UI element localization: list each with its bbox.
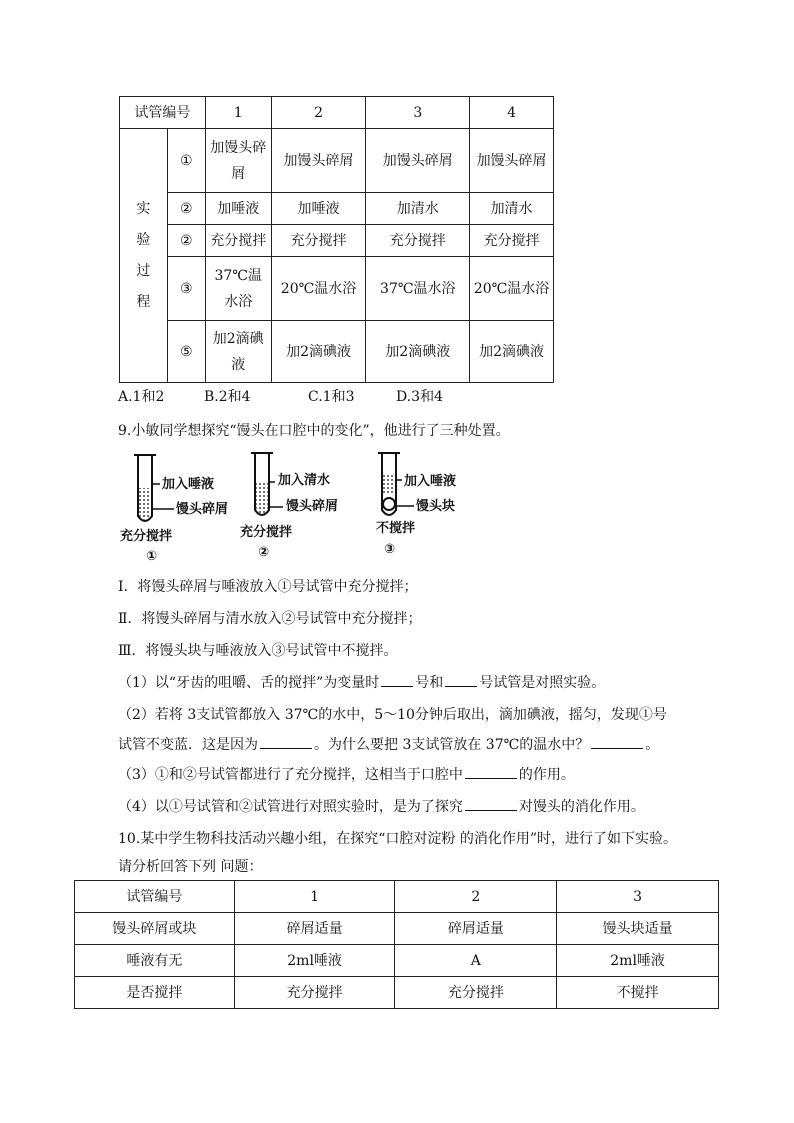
step-number: ③ <box>167 257 205 321</box>
table-cell: 加2滴碘液 <box>366 321 470 383</box>
step-number: ② <box>167 193 205 225</box>
table-row <box>120 193 554 225</box>
header-cell: 1 <box>234 881 395 913</box>
answer-blank[interactable] <box>591 734 643 749</box>
header-cell: 2 <box>395 881 557 913</box>
test-tube-1 <box>120 455 228 564</box>
step-i: Ⅰ．将馒头碎屑与唾液放入①号试管中充分搅拌； <box>118 579 418 595</box>
tube-3-number: ③ <box>384 542 396 557</box>
table-row <box>120 225 554 257</box>
header-cell: 4 <box>470 97 554 129</box>
header-cell: 2 <box>271 97 366 129</box>
table-cell: 充分搅拌 <box>470 225 554 257</box>
sub-question-4 <box>118 796 645 816</box>
question-9-title: 9.小敏同学想探究“馒头在口腔中的变化”，他进行了三种处置。 <box>118 423 510 439</box>
experiment-table-2 <box>74 880 719 1009</box>
table-cell: 加2滴碘液 <box>470 321 554 383</box>
table-cell: 充分搅拌 <box>234 977 395 1009</box>
sub-question-1-text: 号和 <box>415 675 444 691</box>
sub-question-4-text: 对馒头的消化作用。 <box>518 799 645 815</box>
answer-blank[interactable] <box>260 734 312 749</box>
header-cell: 3 <box>557 881 719 913</box>
sub-question-1-text: （1）以“牙齿的咀嚼、舌的搅拌”为变量时 <box>118 675 380 691</box>
table-cell: 加馒头碎屑 <box>205 129 271 193</box>
header-cell: 3 <box>366 97 470 129</box>
section-label-char: 程 <box>136 293 151 310</box>
table-cell: 20℃温水浴 <box>271 257 366 321</box>
table-cell: 37℃温水浴 <box>366 257 470 321</box>
step-iii: Ⅲ．将馒头块与唾液放入③号试管中不搅拌。 <box>118 643 398 659</box>
tube-2-top-label: 加入清水 <box>278 473 331 488</box>
table-cell: 馒头碎屑或块 <box>75 913 235 945</box>
header-cell: 试管编号 <box>120 97 206 129</box>
tube-1-number: ① <box>146 549 158 564</box>
experiment-table-1 <box>119 96 554 383</box>
step-number: ② <box>167 225 205 257</box>
sub-question-2-line-2 <box>118 734 659 754</box>
table-cell: 加2滴碘液 <box>271 321 366 383</box>
section-label-char: 过 <box>136 262 151 279</box>
table-cell: 碎屑适量 <box>395 913 557 945</box>
sub-question-1-text: 号试管是对照实验。 <box>479 675 606 691</box>
sub-question-3-text: 的作用。 <box>518 767 575 783</box>
table-cell: 唾液有无 <box>75 945 235 977</box>
tube-1-bottom-label: 充分搅拌 <box>120 529 173 544</box>
tube-2-number: ② <box>258 545 270 560</box>
table-row <box>120 257 554 321</box>
sub-question-2-text: 。为什么要把 3支试管放在 37℃的温水中？ <box>314 737 590 753</box>
test-tube-2 <box>240 453 338 560</box>
answer-blank[interactable] <box>465 764 517 779</box>
table-cell: 是否搅拌 <box>75 977 235 1009</box>
table-cell: 加馒头碎屑 <box>366 129 470 193</box>
table-row <box>120 129 554 193</box>
table-cell: 2ml唾液 <box>557 945 719 977</box>
table-cell: 不搅拌 <box>557 977 719 1009</box>
sub-question-2-text: 。 <box>645 737 660 753</box>
table-header-row <box>120 97 554 129</box>
section-label-char: 验 <box>136 231 151 248</box>
sub-question-2-text: 试管不变蓝．这是因为 <box>118 737 258 753</box>
question-10-title: 10.某中学生物科技活动兴趣小组，在探究“口腔对淀粉 的消化作用”时，进行了如下实验。 <box>118 831 678 847</box>
header-cell: 1 <box>205 97 271 129</box>
tube-3-side-label: 馒头块 <box>416 499 456 514</box>
answer-option-d: D.3和4 <box>396 389 443 405</box>
table-cell: 加清水 <box>366 193 470 225</box>
table-cell: 碎屑适量 <box>234 913 395 945</box>
step-number: ⑤ <box>167 321 205 383</box>
answer-option-a: A.1和2 <box>118 389 165 405</box>
table-row <box>75 945 719 977</box>
tube-3-top-label: 加入唾液 <box>404 474 457 489</box>
tube-2-bottom-label: 充分搅拌 <box>240 525 293 540</box>
table-cell: 充分搅拌 <box>271 225 366 257</box>
answer-blank[interactable] <box>465 796 517 811</box>
table-cell: 加2滴碘液 <box>205 321 271 383</box>
tube-2-side-label: 馒头碎屑 <box>286 499 339 514</box>
section-label-char: 实 <box>136 200 151 217</box>
tube-1-side-label: 馒头碎屑 <box>176 502 229 517</box>
sub-question-1 <box>118 672 605 692</box>
table-cell: 加唾液 <box>271 193 366 225</box>
table-cell: 充分搅拌 <box>205 225 271 257</box>
table-row <box>75 913 719 945</box>
table-cell: 加清水 <box>470 193 554 225</box>
answer-option-b: B.2和4 <box>204 389 251 405</box>
table-cell: 加唾液 <box>205 193 271 225</box>
tube-3-bottom-label: 不搅拌 <box>376 521 416 536</box>
section-label <box>120 129 168 383</box>
table-cell: 37℃温水浴 <box>205 257 271 321</box>
test-tube-3 <box>376 453 456 557</box>
sub-question-2-line-1: （2）若将 3支试管都放入 37℃的水中，5～10分钟后取出，滴加碘液，摇匀，发现①号 <box>118 707 667 723</box>
table-cell: 20℃温水浴 <box>470 257 554 321</box>
step-ii: Ⅱ．将馒头碎屑与清水放入②号试管中充分搅拌； <box>118 611 422 627</box>
sub-question-4-text: （4）以①号试管和②试管进行对照实验时，是为了探究 <box>118 799 463 815</box>
table-row <box>120 321 554 383</box>
tube-1-top-label: 加入唾液 <box>162 477 215 492</box>
table-cell: 2ml唾液 <box>234 945 395 977</box>
answer-blank[interactable] <box>381 672 413 687</box>
table-cell: 充分搅拌 <box>366 225 470 257</box>
answer-blank[interactable] <box>445 672 477 687</box>
question-10-subtitle: 请分析回答下列 问题： <box>118 859 263 875</box>
header-cell: 试管编号 <box>75 881 235 913</box>
table-cell: A <box>395 945 557 977</box>
sub-question-3-text: （3）①和②号试管都进行了充分搅拌，这相当于口腔中 <box>118 767 463 783</box>
table-cell: 加馒头碎屑 <box>470 129 554 193</box>
table-cell: 充分搅拌 <box>395 977 557 1009</box>
sub-question-3 <box>118 764 575 784</box>
table-header-row <box>75 881 719 913</box>
table-cell: 加馒头碎屑 <box>271 129 366 193</box>
table-row <box>75 977 719 1009</box>
answer-option-c: C.1和3 <box>308 389 355 405</box>
test-tubes-figure <box>118 450 478 570</box>
step-number: ① <box>167 129 205 193</box>
table-cell: 馒头块适量 <box>557 913 719 945</box>
